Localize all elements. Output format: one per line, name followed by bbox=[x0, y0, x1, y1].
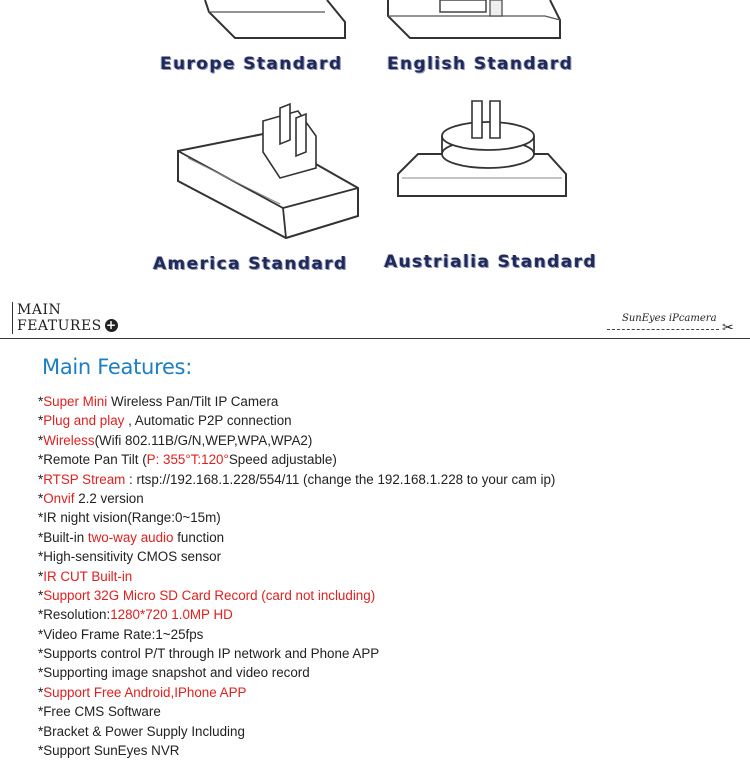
dashed-cut-line bbox=[607, 329, 719, 330]
main-features-header bbox=[0, 296, 750, 344]
feature-item bbox=[38, 392, 555, 411]
feature-highlight: IR CUT Built-in bbox=[43, 568, 133, 584]
feature-item bbox=[38, 683, 555, 702]
australia-standard-caption: Austrialia Standard bbox=[384, 252, 597, 272]
feature-highlight: Super Mini bbox=[43, 394, 108, 409]
feature-text: *IR night vision(Range:0~15m) bbox=[38, 510, 221, 526]
feature-item bbox=[38, 741, 555, 760]
header-divider bbox=[0, 338, 750, 339]
feature-highlight: Support 32G Micro SD Card Record (card not including) bbox=[43, 587, 376, 603]
america-standard-caption: America Standard bbox=[153, 254, 348, 274]
feature-text: * bbox=[38, 432, 44, 448]
feature-item bbox=[38, 702, 555, 721]
feature-highlight: Onvif bbox=[43, 490, 75, 506]
feature-item bbox=[38, 547, 555, 566]
america-plug-illustration bbox=[168, 96, 368, 246]
feature-item bbox=[38, 605, 555, 624]
scissors-icon: ✂ bbox=[722, 319, 734, 335]
feature-item bbox=[38, 586, 555, 605]
feature-text: * bbox=[38, 568, 44, 584]
feature-text: , Automatic P2P connection bbox=[124, 413, 292, 429]
feature-text: *Supports control P/T through IP network and Phone APP bbox=[38, 646, 380, 662]
plus-circle-icon: + bbox=[106, 318, 117, 332]
feature-text: *Remote Pan Tilt ( bbox=[38, 452, 147, 468]
feature-text: 2.2 version bbox=[74, 490, 144, 506]
feature-text: *Support SunEyes NVR bbox=[38, 743, 180, 759]
feature-text: *Resolution: bbox=[38, 607, 111, 623]
features-title: Main Features: bbox=[42, 355, 192, 379]
feature-item bbox=[38, 625, 555, 644]
feature-item bbox=[38, 508, 555, 527]
feature-text: Wireless Pan/Tilt IP Camera bbox=[107, 394, 279, 409]
feature-item bbox=[38, 722, 555, 741]
feature-highlight: 1280*720 1.0MP HD bbox=[110, 607, 233, 623]
feature-text: (Wifi 802.11B/G/N,WEP,WPA,WPA2) bbox=[94, 432, 313, 448]
feature-text: * bbox=[38, 413, 44, 429]
feature-highlight: Support Free Android,IPhone APP bbox=[43, 684, 247, 700]
feature-item bbox=[38, 470, 555, 489]
english-standard-caption: English Standard bbox=[387, 54, 574, 74]
feature-item bbox=[38, 644, 555, 663]
feature-text: *Supporting image snapshot and video record bbox=[38, 665, 310, 681]
feature-text: * bbox=[38, 684, 44, 700]
feature-highlight: P: 355°T:120° bbox=[146, 452, 229, 468]
feature-item bbox=[38, 431, 555, 450]
main-features-label: MAIN FEATURES + bbox=[12, 302, 118, 334]
feature-text: * bbox=[38, 471, 44, 487]
feature-highlight: RTSP Stream bbox=[43, 471, 126, 487]
europe-standard-caption: Europe Standard bbox=[160, 54, 343, 74]
feature-item bbox=[38, 567, 555, 586]
australia-plug-illustration bbox=[388, 96, 578, 236]
feature-item bbox=[38, 489, 555, 508]
feature-text: *High-sensitivity CMOS sensor bbox=[38, 549, 222, 565]
brand-name: SunEyes iPcamera bbox=[622, 313, 717, 324]
feature-text: * bbox=[38, 490, 44, 506]
feature-text: * bbox=[38, 587, 44, 603]
feature-text: function bbox=[173, 529, 225, 545]
features-list bbox=[38, 392, 555, 760]
feature-highlight: Plug and play bbox=[43, 413, 125, 429]
feature-item bbox=[38, 528, 555, 547]
feature-text: *Built-in bbox=[38, 529, 88, 545]
english-plug-illustration bbox=[380, 0, 570, 45]
feature-text: *Video Frame Rate:1~25fps bbox=[38, 626, 204, 642]
feature-item bbox=[38, 450, 555, 469]
feature-text: *Free CMS Software bbox=[38, 704, 161, 720]
feature-text: * bbox=[38, 394, 44, 409]
europe-plug-illustration bbox=[195, 0, 355, 45]
feature-item bbox=[38, 663, 555, 682]
feature-text: : rtsp://192.168.1.228/554/11 (change the 192.168.1.228 to your cam ip) bbox=[125, 471, 556, 487]
feature-text: *Bracket & Power Supply Including bbox=[38, 723, 245, 739]
feature-highlight: two-way audio bbox=[87, 529, 174, 545]
feature-highlight: Wireless bbox=[43, 432, 95, 448]
feature-item bbox=[38, 411, 555, 430]
feature-text: Speed adjustable) bbox=[228, 452, 337, 468]
